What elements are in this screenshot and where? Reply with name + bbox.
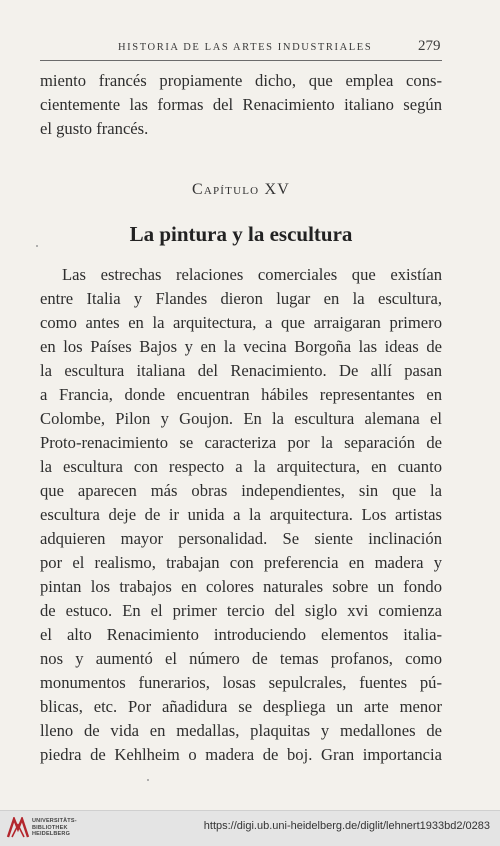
- chapter-label: Capítulo XV: [191, 181, 291, 198]
- library-name-line: UNIVERSITÄTS-: [32, 818, 77, 824]
- body-line: que aparecen más obras independientes, sin que la: [40, 481, 442, 500]
- intro-line: cientemente las formas del Renacimiento italiano según: [40, 95, 442, 114]
- body-line: Colombe, Pilon y Goujon. En la escultura alemana el: [40, 409, 442, 428]
- body-line: como antes en la arquitectura, a que arraigaran primero: [40, 313, 442, 332]
- body-line: adquieren mayor personalidad. Se siente inclinación: [40, 529, 442, 548]
- library-name: [32, 818, 77, 838]
- body-line: blicas, etc. Por añadidura se despliega un arte menor: [40, 697, 442, 716]
- paper-speck: [36, 245, 38, 247]
- source-url-link[interactable]: https://digi.ub.uni-heidelberg.de/diglit/lehnert1933bd2/0283: [203, 820, 490, 832]
- viewer-footer: [0, 810, 500, 846]
- paper-speck: [147, 779, 149, 781]
- intro-line: miento francés propiamente dicho, que emplea cons-: [40, 71, 442, 90]
- library-name-line: HEIDELBERG: [32, 831, 71, 837]
- body-line: el alto Renacimiento introduciendo elementos italia-: [40, 625, 442, 644]
- body-line: Proto-renacimiento se caracteriza por la separación de: [40, 433, 442, 452]
- body-line: escultura deje de ir unida a la arquitectura. Los artistas: [40, 505, 442, 524]
- body-line: la escultura italiana del Renacimiento. De allí pasan: [40, 361, 442, 380]
- page-number: 279: [418, 38, 441, 54]
- running-head: [0, 40, 500, 58]
- body-line: piedra de Kehlheim o madera de boj. Gran importancia: [40, 745, 442, 764]
- running-title: HISTORIA DE LAS ARTES INDUSTRIALES: [118, 42, 373, 53]
- body-line: la escultura con respecto a la arquitectura, en cuanto: [40, 457, 442, 476]
- header-rule: [40, 60, 442, 61]
- library-name-line: BIBLIOTHEK: [32, 824, 68, 831]
- heidelberg-library-logo-icon: [6, 817, 30, 839]
- body-line: de estuco. En el primer tercio del siglo xvi comienza: [40, 601, 442, 620]
- body-line: monumentos funerarios, losas sepulcrales, fuentes pú-: [40, 673, 442, 692]
- body-line: Las estrechas relaciones comerciales que existían: [62, 265, 442, 284]
- body-line: lleno de vida en medallas, plaquitas y medallones de: [40, 721, 442, 740]
- body-line: por el realismo, trabajan con preferencia en madera y: [40, 553, 442, 572]
- intro-line: el gusto francés.: [40, 119, 149, 138]
- body-line: a Francia, donde encuentran hábiles representantes en: [40, 385, 442, 404]
- chapter-title: La pintura y la escultura: [129, 222, 353, 246]
- body-line: entre Italia y Flandes dieron lugar en la escultura,: [40, 289, 442, 308]
- body-line: en los Países Bajos y en la vecina Borgoña las ideas de: [40, 337, 442, 356]
- body-line: pintan los trabajos en colores naturales sobre un fondo: [40, 577, 442, 596]
- body-line: nos y aumentó el número de temas profanos, como: [40, 649, 442, 668]
